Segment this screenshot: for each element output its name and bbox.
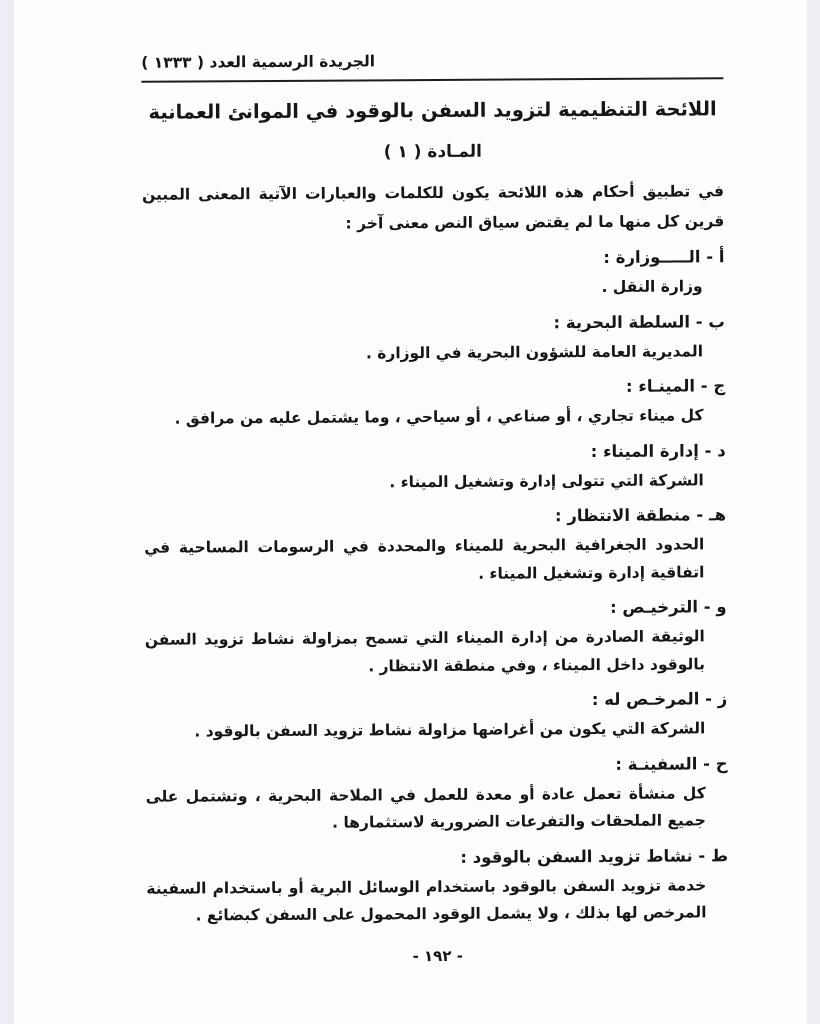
definition-letter-heading: و - الترخيـص :: [609, 597, 727, 617]
definition-body: الشركة التي تتولى إدارة وتشغيل الميناء .: [389, 470, 704, 491]
gazette-issue-label: الجريدة الرسمية العدد ( ١٣٣٣ ): [141, 50, 723, 83]
definition-item-b: [143, 311, 725, 369]
definition-letter-heading: أ - الـــــوزارة :: [603, 247, 725, 267]
definition-body: الشركة التي يكون من أغراضها مزاولة نشاط تزويد السفن بالوقود .: [194, 719, 706, 741]
article-intro-paragraph: في تطبيق أحكام هذه اللائحة يكون للكلمات والعبارات الآتية المعنى المبين قرين كل منها ما لم يقتض سياق النص معنى آخر :: [142, 182, 725, 233]
definition-body: وزارة النقل .: [601, 277, 703, 296]
definition-body: خدمة تزويد السفن بالوقود باستخدام الوسائل البرية أو باستخدام السفينة المرخص لها بذلك ، ولا يشمل الوقود المحمول على السفن كبضائع .: [146, 875, 707, 925]
definition-letter-heading: د - إدارة الميناء :: [590, 440, 726, 461]
definition-letter-heading: ح - السفينـة :: [615, 753, 728, 774]
definition-body: الحدود الجغرافية البحرية للميناء والمحددة في الرسومات المساحية في اتفاقية إدارة وتشغيل الميناء .: [144, 535, 705, 583]
definition-item-z: [145, 688, 727, 746]
paper-sheet: [14, 0, 807, 1024]
definition-body: المديرية العامة للشؤون البحرية في الوزارة .: [365, 341, 704, 362]
definition-item-hh: [146, 753, 728, 839]
definition-item-h: [144, 504, 726, 590]
definition-body: كل ميناء تجاري ، أو صناعي ، أو سياحي ، وما يشتمل عليه من مرافق .: [174, 406, 704, 428]
definition-letter-heading: هـ - منطقة الانتظار :: [554, 505, 727, 526]
definition-letter-heading: ب - السلطة البحرية :: [553, 311, 725, 332]
definition-item-w: [145, 596, 727, 682]
definition-letter-heading: ج - المينـاء :: [625, 376, 726, 396]
definition-item-t: [146, 845, 728, 931]
regulation-title: اللائحة التنظيمية لتزويد السفن بالوقود في الموانئ العمانية: [148, 97, 717, 124]
definition-letter-heading: ط - نشاط تزويد السفن بالوقود :: [460, 845, 729, 867]
article-1-heading: المـادة ( ١ ): [383, 141, 483, 163]
page-content: [141, 50, 729, 966]
definition-body: الوثيقة الصادرة من إدارة الميناء التي تسمح بمزاولة نشاط تزويد السفن بالوقود داخل الميناء ، وفي منطقة الانتظار .: [144, 627, 706, 675]
definition-body: كل منشأة تعمل عادة أو معدة للعمل في الملاحة البحرية ، وتشتمل على جميع الملحقات والتفرعات الضرورية لاستثمارها .: [145, 783, 706, 832]
definition-item-a: [142, 246, 724, 304]
page-number: - ١٩٢ -: [412, 946, 463, 965]
definition-item-d: [144, 440, 726, 498]
definition-item-j: [143, 375, 725, 433]
definition-letter-heading: ز - المرخـص له :: [591, 689, 728, 710]
